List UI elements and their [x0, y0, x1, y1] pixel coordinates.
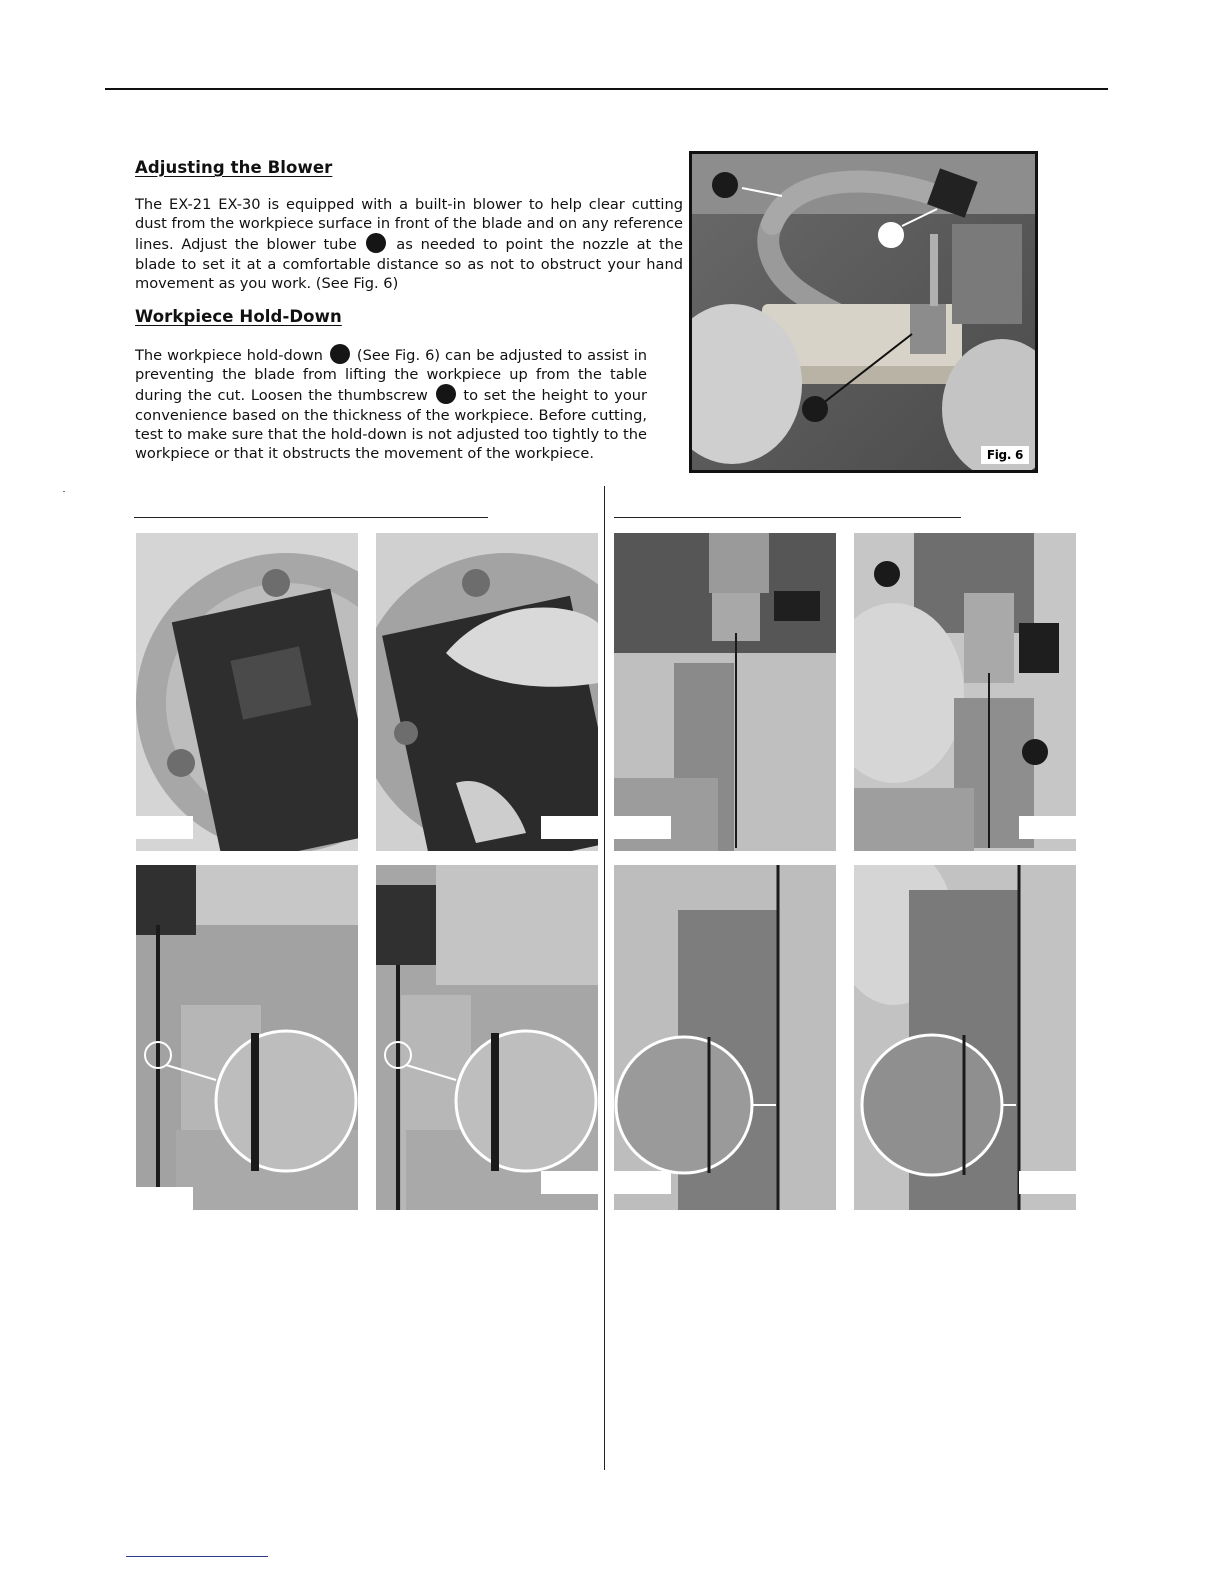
photo-motor-housing-hand: [376, 533, 598, 851]
caption-placeholder: [1019, 816, 1076, 839]
caption-placeholder: [614, 816, 671, 839]
callout-hold-down-icon: [802, 396, 828, 422]
paragraph-blower: [135, 195, 683, 293]
callout-knob-icon: [1022, 739, 1048, 765]
footer-link-rule: [126, 1556, 268, 1557]
photo-blade-square-closeup-2: [854, 865, 1076, 1210]
callout-marker-icon: [436, 384, 456, 404]
stray-mark: [63, 491, 65, 492]
heading-adjusting-blower: Adjusting the Blower: [135, 158, 333, 177]
photo-blade-square-closeup-1: [614, 865, 836, 1210]
paragraph-blower-part-a: The EX-21 EX-30 is equipped with a built-in blower to help clear cutting dust from the workpiece surface in front of the blade and on any reference lines. Adjust the blower tube: [135, 196, 683, 254]
motor-housing-illustration: [136, 533, 358, 851]
callout-marker-icon: [330, 344, 350, 364]
paragraph-hold-down-part-b: (See Fig. 6) can be adjusted to assist in preventing the blade from lifting the workpiece up from the table during the cut. Loosen the thumbscrew: [135, 347, 648, 405]
callout-blower-tube-icon: [712, 172, 738, 198]
caption-placeholder: [541, 816, 598, 839]
left-column-rule: [134, 517, 488, 518]
right-column-rule: [614, 517, 961, 518]
column-divider: [604, 486, 605, 1470]
callout-guide-icon: [874, 561, 900, 587]
figure-6-photo: [689, 151, 1038, 473]
photo-blade-teeth-closeup-1: [136, 865, 358, 1210]
caption-placeholder: [614, 1171, 671, 1194]
paragraph-hold-down-part-a: The workpiece hold-down: [135, 347, 323, 364]
figure-label: Fig. 6: [981, 446, 1029, 464]
blower-and-hold-down-photo: [692, 154, 1035, 470]
caption-placeholder: [136, 816, 193, 839]
blade-square-check-illustration: [614, 533, 836, 851]
blade-teeth-closeup-illustration: [376, 865, 598, 1210]
paragraph-hold-down-part-c: to set the height to your convenience based on the thickness of the workpiece. Before cutting, test to make sure that the hold-down is not adjusted too tightly to the workpiece or that it obstructs the movement of the workpiece.: [135, 387, 647, 463]
caption-placeholder: [1019, 1171, 1076, 1194]
callout-marker-icon: [366, 233, 386, 253]
heading-workpiece-hold-down: Workpiece Hold-Down: [135, 307, 342, 326]
photo-blade-guide-adjust: [854, 533, 1076, 851]
blade-teeth-closeup-illustration: [136, 865, 358, 1210]
photo-blade-square-check: [614, 533, 836, 851]
paragraph-hold-down: [135, 344, 647, 463]
callout-thumbscrew-icon: [878, 222, 904, 248]
photo-blade-teeth-closeup-2: [376, 865, 598, 1210]
header-rule: [105, 88, 1108, 90]
paragraph-blower-part-b: as needed to point the nozzle at the blade to set it at a comfortable distance so as not to obstruct your hand movement as you work. (See Fig. 6): [135, 236, 683, 292]
photo-motor-housing: [136, 533, 358, 851]
blade-square-closeup-illustration: [854, 865, 1076, 1210]
blade-square-closeup-illustration: [614, 865, 836, 1210]
caption-placeholder: [541, 1171, 598, 1194]
motor-housing-hand-illustration: [376, 533, 598, 851]
caption-placeholder: [136, 1187, 193, 1210]
